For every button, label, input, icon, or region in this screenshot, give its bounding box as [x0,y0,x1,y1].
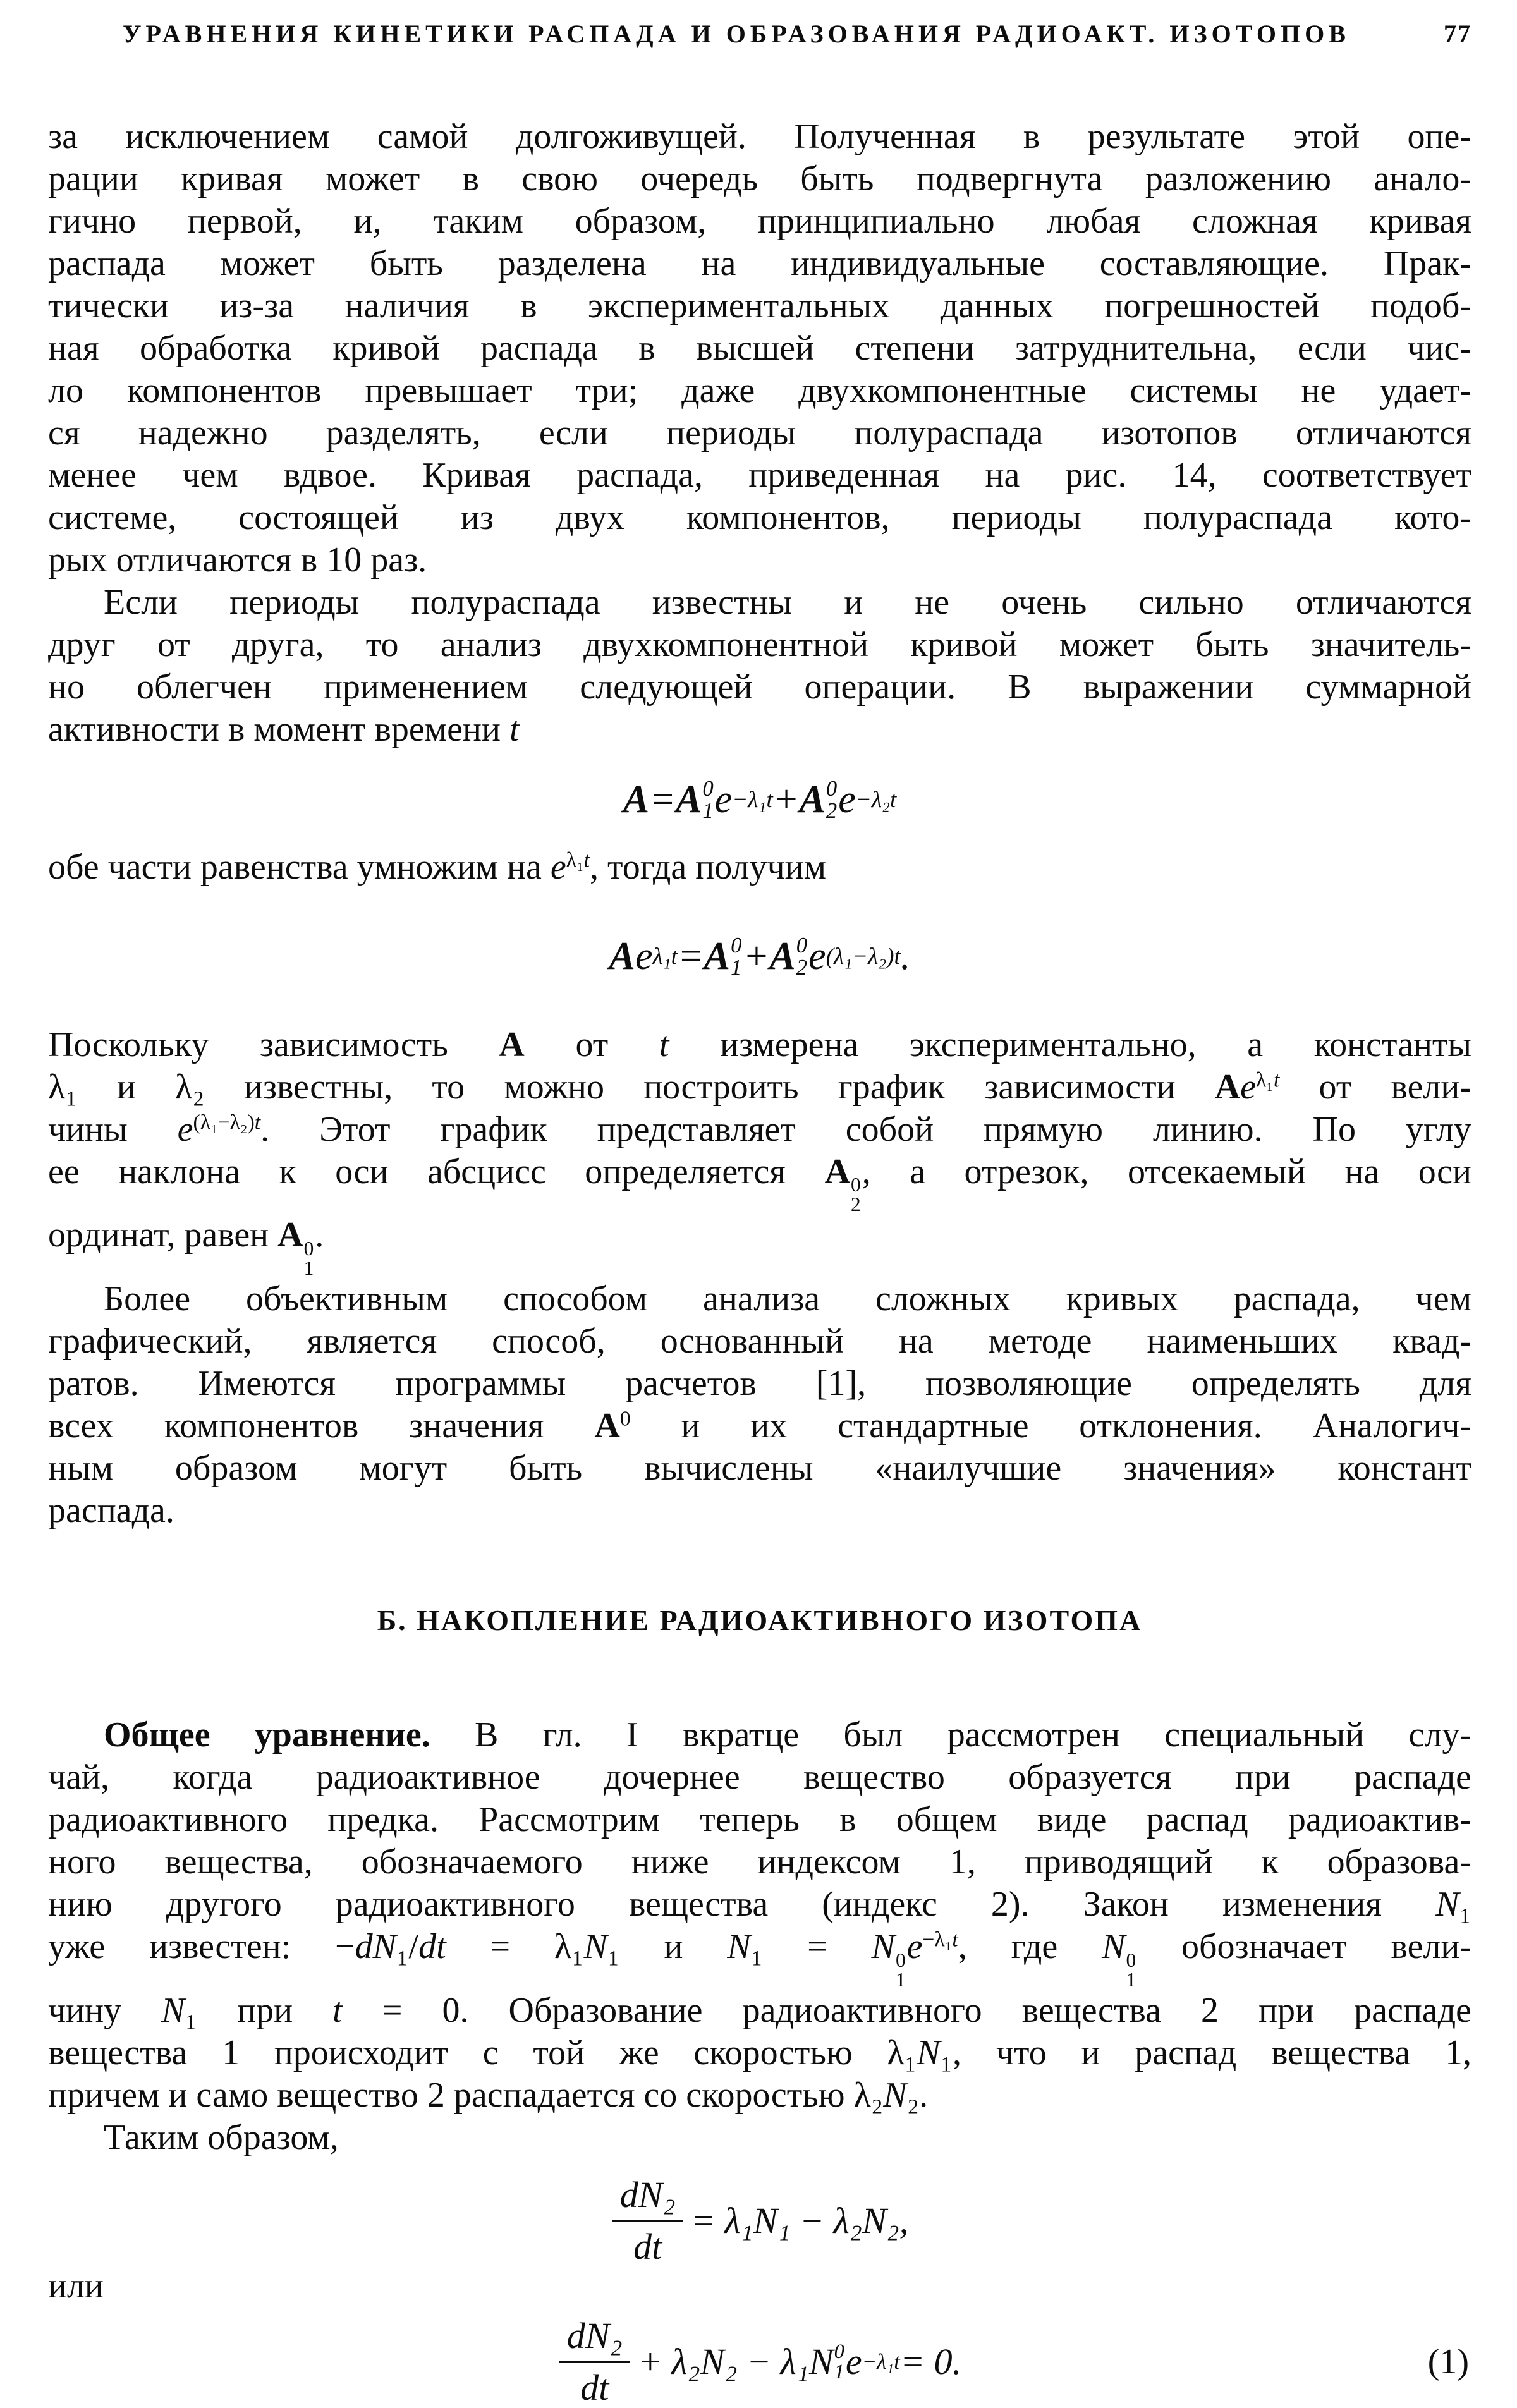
section-heading-accumulation: Б. НАКОПЛЕНИЕ РАДИОАКТИВНОГО ИЗОТОПА [377,1604,1143,1637]
text-line: всех компонентов значения $A^0$ и их стандартные отклонения. Аналогич- [48,1406,1472,1446]
paragraph-or [48,2265,1471,2308]
paragraph-decay-curve-analysis [48,116,1471,581]
paragraph-general-equation [48,1714,1471,2117]
equation-multiplied-form: A e λ₁t = A 0 1 + A 0 2 e (λ₁−λ₂)t . [609,933,911,980]
equation-row-numbered [48,2315,1471,2408]
text-line: распада может быть разделена на индивидуальные составляющие. Прак- [48,244,1471,283]
text-line: или [48,2266,104,2306]
text-line: ся надежно разделять, если периоды полураспада изотопов отличаются [48,413,1471,453]
text-line: нию другого радиоактивного вещества (индекс 2). Закон изменения N₁ [48,1885,1471,1925]
page-number: 77 [1444,20,1471,48]
text-line: менее чем вдвое. Кривая распада, приведенная на рис. 14, соответствует [48,456,1471,495]
text-line: уже известен: −dN₁/dt = λ₁N₁ и N₁ = N 0 1 $e^{-\lambda_1t}$, где N 0 1 обозначает вели- [48,1927,1472,1991]
text-line: радиоактивного предка. Рассмотрим теперь в общем виде распад радиоактив- [48,1800,1471,1840]
text-line: графический, является способ, основанный на методе наименьших квад- [48,1322,1471,1361]
text-line: ло компонентов превышает три; даже двухкомпонентные системы не удает- [48,371,1471,410]
text-line: ординат, равен A 0 1 . [48,1215,324,1279]
text-line: ного вещества, обозначаемого ниже индексом 1, приводящий к образова- [48,1842,1471,1882]
paragraph-thus [48,2117,1471,2159]
running-head [48,19,1471,49]
text-line: активности в момент времени t [48,710,520,749]
text-line: системе, состоящей из двух компонентов, периоды полураспада кото- [48,498,1471,537]
paragraph-least-squares [48,1278,1471,1532]
text-line: чай, когда радиоактивное дочернее вещество образуется при распаде [48,1758,1471,1797]
text-line: гично первой, и, таким образом, принципиально любая сложная кривая [48,202,1471,241]
paragraph-graphical-method [48,1024,1471,1279]
equation-1: $\frac{\text{dN₂}}{dt}$ + λ₂N₂ − λ₁N 0 1 e −λ₁t = 0. [48,2318,1471,2406]
text-line: чину N₁ при t = 0. Образование радиоактивного вещества 2 при распаде [48,1991,1471,2031]
text-line: друг от друга, то анализ двухкомпонентной кривой может быть значитель- [48,625,1471,664]
paragraph-half-lives-known [48,581,1471,751]
equation-number: (1) [1427,2342,1469,2382]
text-line: обе части равенства умножим на $e^{\lambda_1t}$, тогда получим [48,848,827,887]
text-line: ным образом могут быть вычислены «наилучшие значения» констант [48,1449,1471,1488]
text-line: рых отличаются в 10 раз. [48,540,427,580]
text-line: за исключением самой долгоживущей. Полученная в результате этой опе- [48,117,1471,156]
text-line: ратов. Имеются программы расчетов [1], позволяющие определять для [48,1364,1471,1404]
paragraph-multiply-both-sides [48,846,1471,889]
running-head-title: УРАВНЕНИЯ КИНЕТИКИ РАСПАДА И ОБРАЗОВАНИЯ РАДИОАКТ. ИЗОТОПОВ [123,20,1350,48]
equation-total-activity: A = A 0 1 e −λ₁t + A 0 2 e −λ₂t [623,775,897,823]
text-line: Поскольку зависимость A от t измерена экспериментально, а константы [48,1025,1472,1064]
text-line: Более объективным способом анализа сложных кривых распада, чем [104,1279,1471,1319]
text-line: вещества 1 происходит с той же скоростью λ₁N₁, что и распад вещества 1, [48,2033,1471,2073]
text-line: Общее уравнение. В гл. I вкратце был рассмотрен специальный слу- [104,1715,1471,1755]
text-line: Если периоды полураспада известны и не очень сильно отличаются [104,583,1471,622]
text-line: распада. [48,1491,174,1531]
text-line: рации кривая может в свою очередь быть подвергнута разложению анало- [48,159,1471,198]
text-line: Таким образом, [104,2118,339,2158]
text-line: чины $e^{(\lambda_1-\lambda_2)t}$. Этот график представляет собой прямую линию. По углу [48,1109,1471,1149]
equation-dn2-dt: $\frac{\text{dN₂}}{dt}$ = λ₁N₁ − λ₂N₂, [48,2177,1471,2265]
text-line: λ₁ и λ₂ известны, то можно построить график зависимости $Ae^{\lambda_1t}$ от вели- [48,1067,1471,1107]
text-line: причем и само вещество 2 распадается со скоростью λ₂N₂. [48,2076,929,2115]
text-line: тически из-за наличия в экспериментальных данных погрешностей подоб- [48,286,1471,325]
text-line: но облегчен применением следующей операции. В выражении суммарной [48,667,1471,707]
text-line: ная обработка кривой распада в высшей степени затруднительна, если чис- [48,329,1471,368]
text-line: ее наклона к оси абсцисс определяется A 0 2 , а отрезок, отсекаемый на оси [48,1152,1471,1216]
